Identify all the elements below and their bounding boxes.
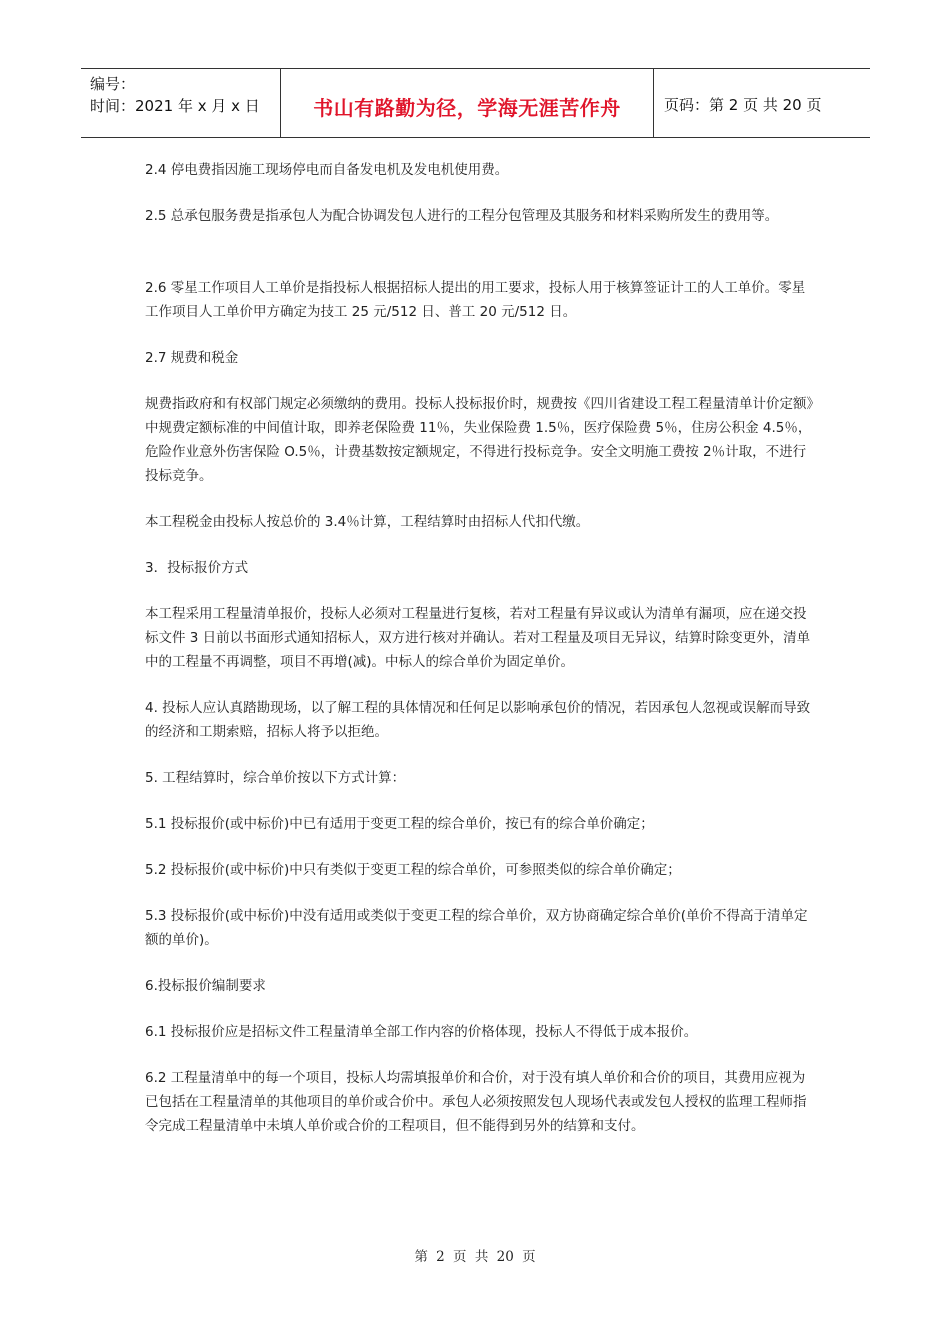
paragraph-2-5: 2.5 总承包服务费是指承包人为配合协调发包人进行的工程分包管理及其服务和材料采购所发生的费用等。 [145,208,779,224]
heading-5: 5. 工程结算时，综合单价按以下方式计算： [145,770,406,786]
paragraph-2-4: 2.4 停电费指因施工现场停电而自备发电机及发电机使用费。 [145,162,509,178]
page-header [81,68,870,138]
paragraph-6-2: 6.2 工程量清单中的每一个项目，投标人均需填报单价和合价，对于没有填人单价和合价的项目，其费用应视为已包括在工程量清单的其他项目的单价或合价中。承包人必须按照发包人现场代表或发包人授权的监理工程师指令完成工程量清单中未填人单价或合价的工程项目，但不能得到另外的结算和支付。 [145,1070,807,1134]
paragraph-5-3: 5.3 投标报价(或中标价)中没有适用或类似于变更工程的综合单价，双方协商确定综合单价(单价不得高于清单定额的单价)。 [145,908,808,948]
header-motto: 书山有路勤为径，学海无涯苦作舟 [281,69,654,137]
paragraph-tax: 本工程税金由投标人按总价的 3.4％计算，工程结算时由招标人代扣代缴。 [145,514,590,530]
paragraph-fees: 规费指政府和有权部门规定必须缴纳的费用。投标人投标报价时，规费按《四川省建设工程工程量清单计价定额》中规费定额标准的中间值计取，即养老保险费 11％，失业保险费 1.5％，医疗保险费 5％，住房公积金 4.5％，危险作业意外伤害保险 O.5％，计费基数按定额规定，不得进行投标竞争。安全文明施工费按 2％计取，不进行投标竞争。 [145,396,814,484]
heading-2-7: 2.7 规费和税金 [145,350,239,366]
header-meta [81,69,281,137]
paragraph-4: 4. 投标人应认真踏勘现场，以了解工程的具体情况和任何足以影响承包价的情况，若因承包人忽视或误解而导致的经济和工期索赔，招标人将予以拒绝。 [145,700,811,740]
document-body [145,158,815,1160]
heading-6: 6.投标报价编制要求 [145,978,266,994]
document-number: 编号： [90,75,136,93]
paragraph-5-2: 5.2 投标报价(或中标价)中只有类似于变更工程的综合单价，可参照类似的综合单价确定； [145,862,681,878]
page-footer: 第 2 页 共 20 页 [414,1249,536,1265]
header-page-number: 页码：第 2 页 共 20 页 [664,95,822,114]
paragraph-6-1: 6.1 投标报价应是招标文件工程量清单全部工作内容的价格体现，投标人不得低于成本报价。 [145,1024,698,1040]
document-time: 时间：2021 年 x 月 x 日 [90,97,260,115]
paragraph-2-6: 2.6 零星工作项目人工单价是指投标人根据招标人提出的用工要求，投标人用于核算签证计工的人工单价。零星工作项目人工单价甲方确定为技工 25 元/512 日、普工 20 元/512 日。 [145,280,806,320]
paragraph-3: 本工程采用工程量清单报价，投标人必须对工程量进行复核，若对工程量有异议或认为清单有漏项，应在递交投标文件 3 日前以书面形式通知招标人，双方进行核对并确认。若对工程量及项目无异议，结算时除变更外，清单中的工程量不再调整，项目不再增(减)。中标人的综合单价为固定单价。 [145,606,811,670]
heading-3: 3．投标报价方式 [145,560,249,576]
paragraph-5-1: 5.1 投标报价(或中标价)中已有适用于变更工程的综合单价，按已有的综合单价确定； [145,816,654,832]
